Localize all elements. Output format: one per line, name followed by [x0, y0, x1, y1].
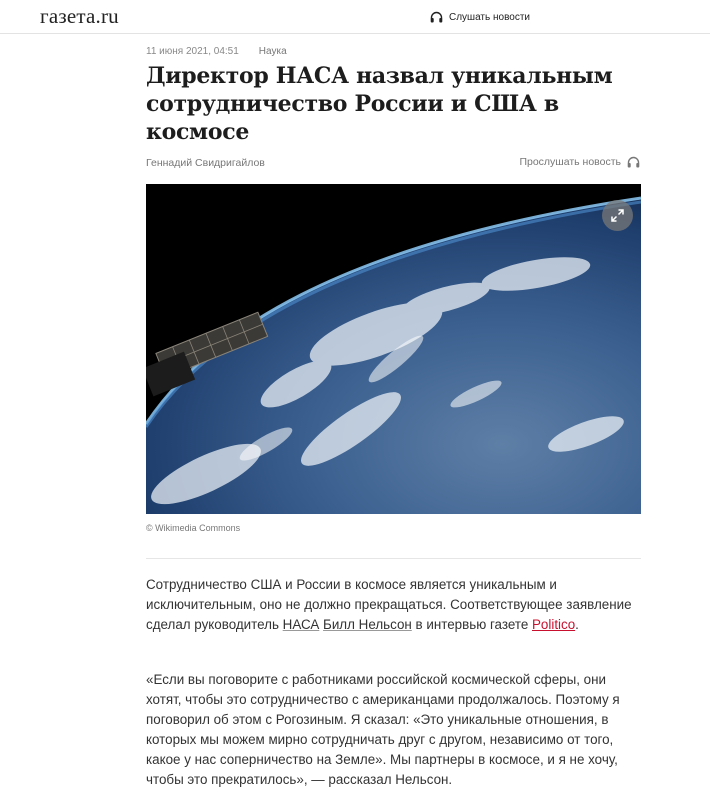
article-author[interactable]: Геннадий Свидригайлов: [146, 157, 265, 169]
article-paragraph-2: «Если вы поговорите с работниками российской космической сферы, они хотят, чтобы это сотрудничество с американцами продолжалось. Поэтому я поговорил об этом с Рогозиным. Я сказал: «Это уникальные отношения, в которых мы можем мирно сотрудничать друг с другом, независимо от того, какое у нас соперничество на Земле». Мы партнеры в космосе, и я не хочу, чтобы это прекратилось», — рассказал Нельсон.: [146, 672, 620, 787]
expand-photo-button[interactable]: [602, 200, 633, 231]
article-headline: Директор НАСА назвал уникальным сотрудничество России и США в космосе: [146, 63, 613, 145]
article-photo[interactable]: [146, 184, 641, 514]
divider: [146, 558, 641, 559]
link-politico[interactable]: Politico: [532, 617, 576, 632]
site-logo[interactable]: газета.ru: [40, 4, 119, 28]
link-bill-nelson[interactable]: Билл Нельсон: [323, 617, 412, 632]
listen-news-button[interactable]: [430, 11, 530, 23]
headphones-icon: [627, 156, 640, 168]
top-bar: [0, 0, 710, 34]
expand-icon: [611, 209, 624, 222]
article-meta: [146, 46, 287, 57]
paragraph-text: .: [575, 617, 579, 632]
photo-credit: © Wikimedia Commons: [146, 523, 241, 533]
headphones-icon: [430, 11, 443, 23]
link-nasa[interactable]: НАСА: [282, 617, 320, 632]
earth-from-space-image: [146, 184, 641, 514]
listen-article-label: Прослушать новость: [519, 156, 621, 168]
listen-news-label: Слушать новости: [449, 11, 531, 23]
paragraph-text: в интервью газете: [411, 617, 532, 632]
article-rubric[interactable]: Наука: [258, 46, 287, 57]
article-paragraph-1: [146, 575, 641, 635]
listen-article-button[interactable]: [519, 156, 640, 168]
paragraph-text: Сотрудничество США и России в космосе является уникальным и исключительным, оно не должно прекращаться. Соответствующее заявление сделал руководитель: [146, 577, 632, 632]
article-datetime: 11 июня 2021, 04:51: [146, 46, 239, 57]
